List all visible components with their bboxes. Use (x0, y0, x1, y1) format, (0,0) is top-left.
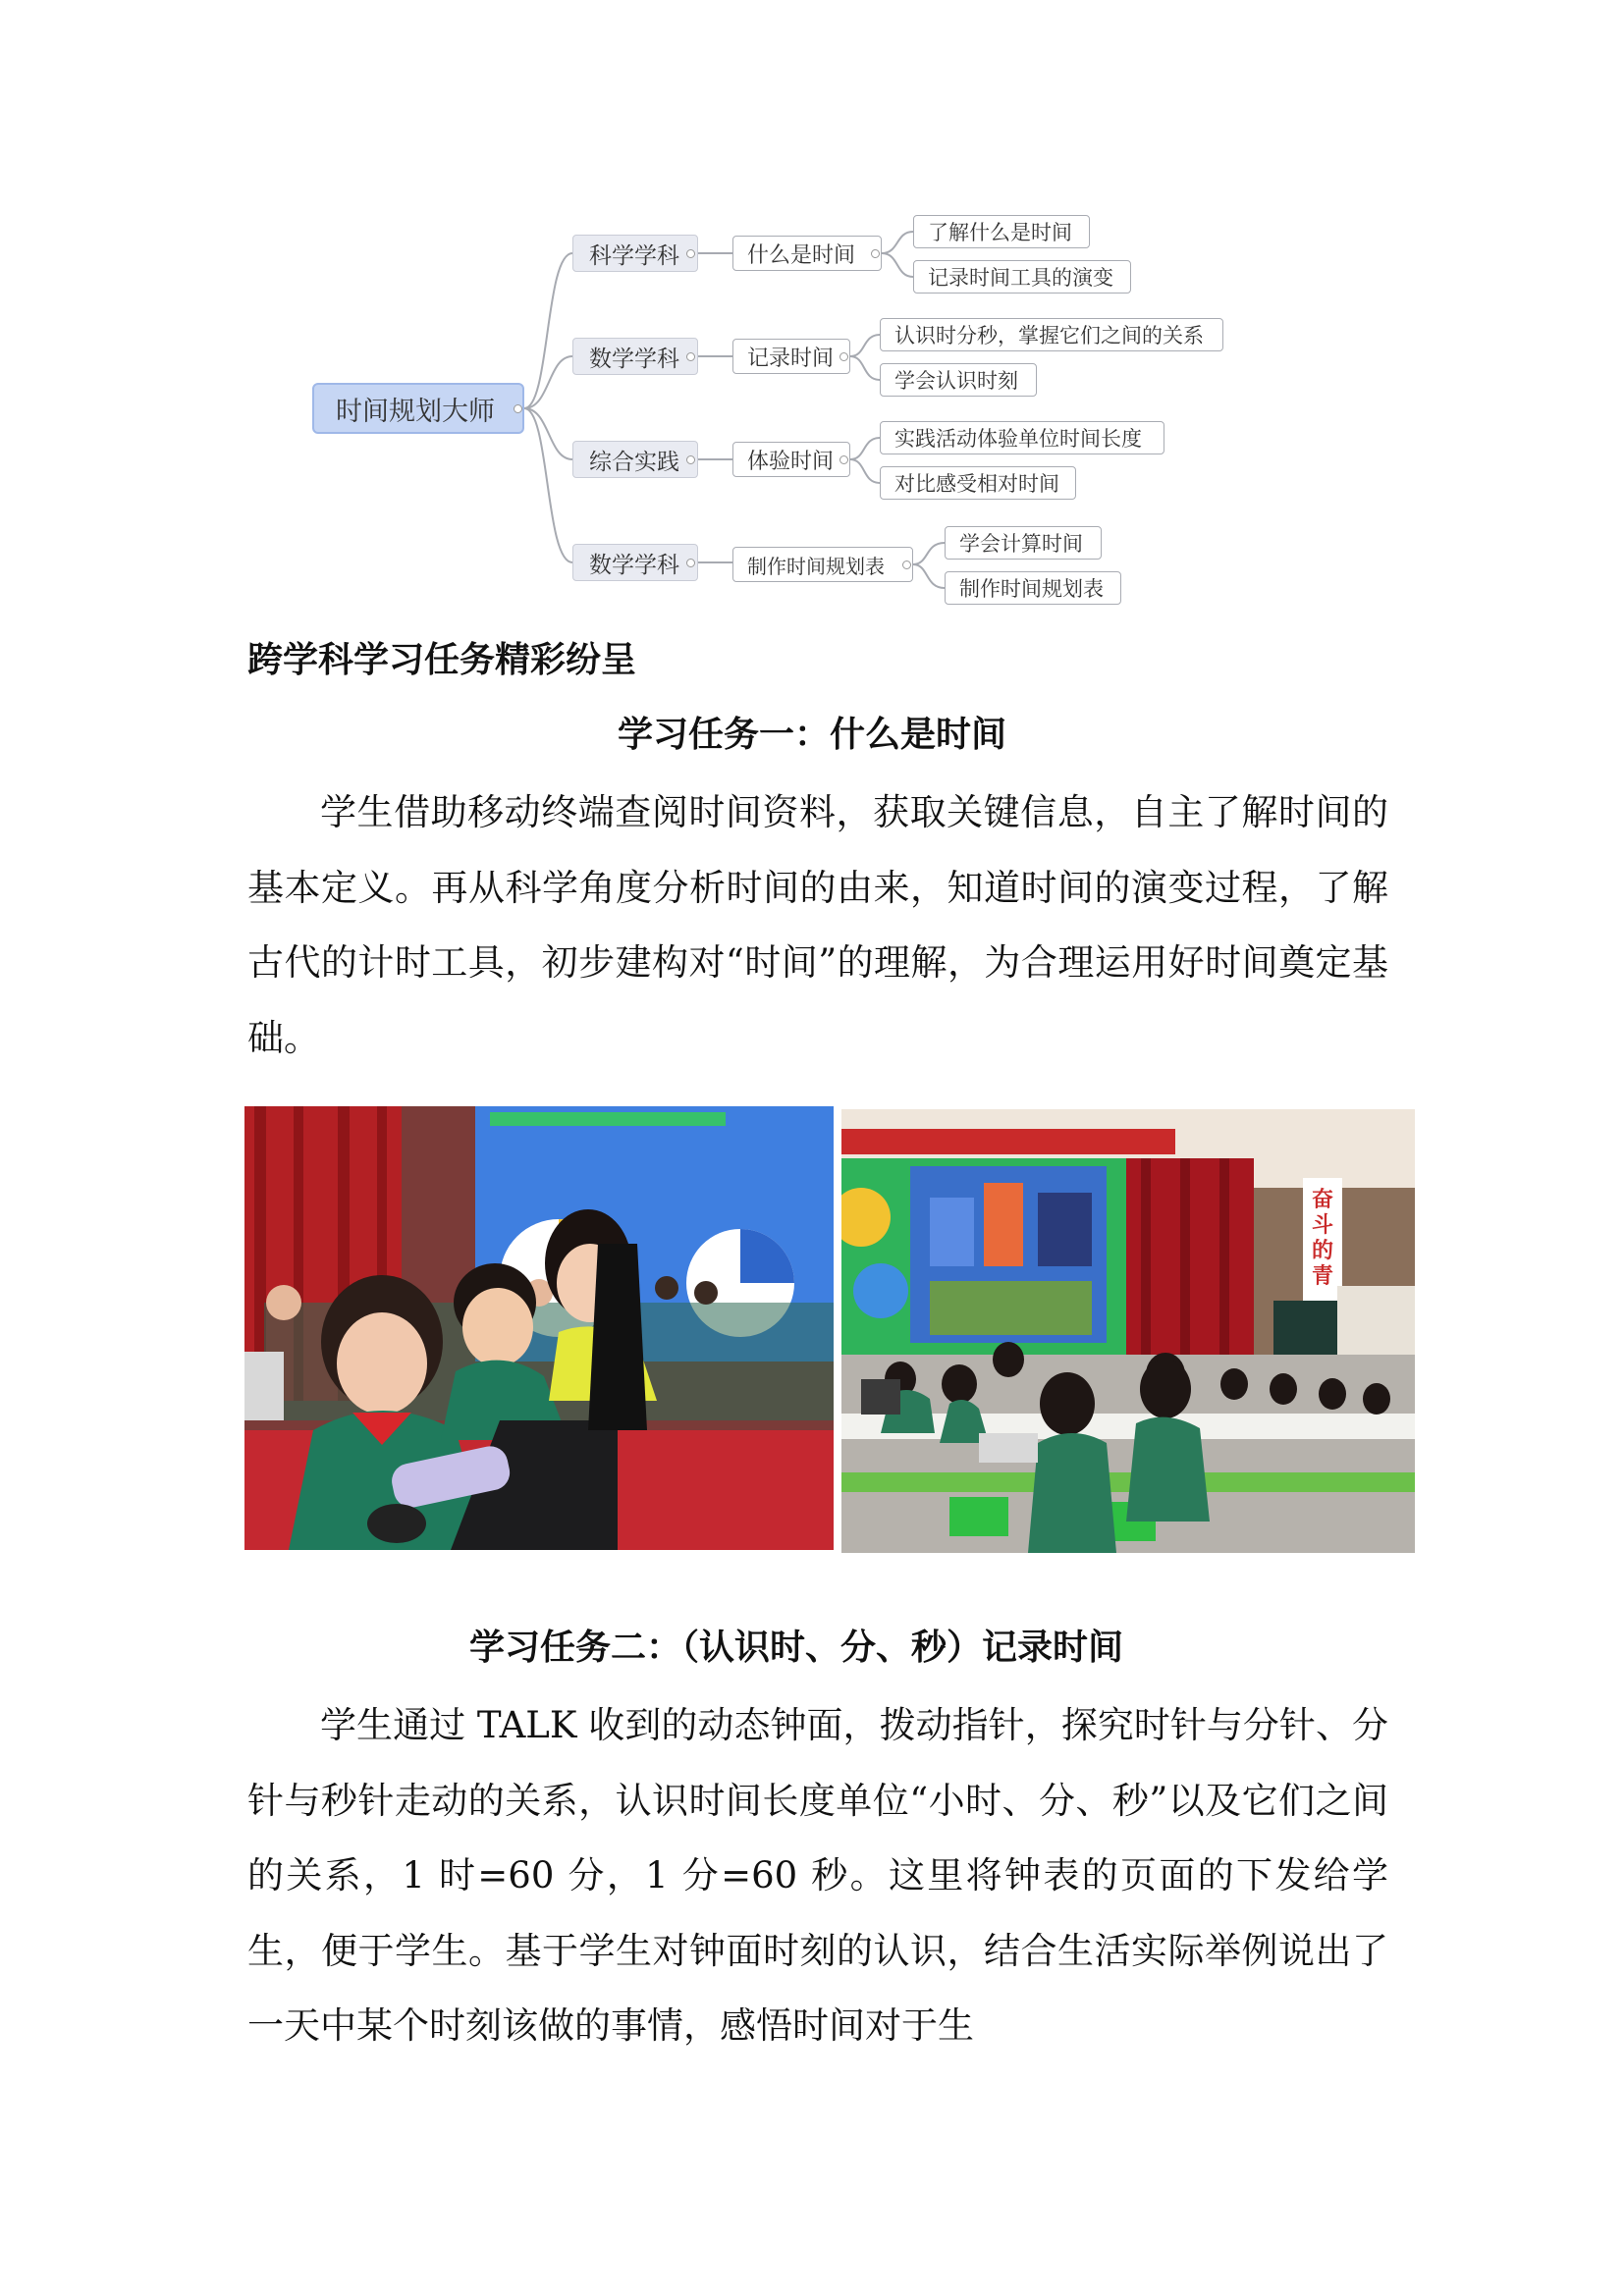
branch-1-topic: 什么是时间 (732, 236, 882, 271)
connector-topic-leaf-2a (850, 335, 880, 356)
mind-map-root (312, 383, 524, 434)
branch-4-topic: 制作时间规划表 (732, 547, 913, 582)
branch-3-subject-dot (686, 455, 695, 464)
connector-topic-leaf-1a (882, 232, 913, 253)
connector-root-branch-2 (524, 356, 572, 408)
task-2-title: 学习任务二：（认识时、分、秒）记录时间 (468, 1628, 1123, 1668)
connector-topic-leaf-4a (913, 543, 945, 564)
branch-3-topic: 体验时间 (732, 442, 850, 477)
mind-map (0, 0, 1624, 628)
task-2-body: 学生通过 TALK 收到的动态钟面，拨动指针，探究时针与分针、分针与秒针走动的关系，认识时间长度单位“小时、分、秒”以及它们之间的关系，1 时=60 分，1 分=60 秒。这里将钟表的页面的下发给学生，便于学生。基于学生对钟面时刻的认识，结合生活实际举例说出了一天中某个时刻该做的事情，感悟时间对于生 (247, 1704, 1388, 2047)
branch-4-subject: 数学学科 (572, 544, 698, 581)
branch-4-leaf-2: 制作时间规划表 (945, 571, 1121, 605)
branch-1-subject-dot (686, 249, 695, 258)
branch-2-subject-dot (686, 352, 695, 361)
task-1-body: 学生借助移动终端查阅时间资料，获取关键信息，自主了解时间的基本定义。再从科学角度分析时间的由来，知道时间的演变过程，了解古代的计时工具，初步建构对“时间”的理解，为合理运用好时间奠定基础。 (247, 791, 1388, 1059)
branch-3-leaf-1: 实践活动体验单位时间长度 (880, 421, 1164, 454)
connector-topic-leaf-2b (850, 356, 880, 380)
connector-root-branch-3 (524, 408, 572, 459)
task-1-title: 学习任务一：什么是时间 (617, 715, 1006, 755)
branch-1-leaf-1: 了解什么是时间 (913, 215, 1090, 248)
branch-2-leaf-2: 学会认识时刻 (880, 363, 1037, 397)
section-heading: 跨学科学习任务精彩纷呈 (247, 640, 637, 680)
branch-3-topic-dot (839, 455, 848, 464)
branch-2-topic: 记录时间 (732, 339, 850, 374)
connector-topic-leaf-3b (850, 459, 880, 483)
branch-1-subject: 科学学科 (572, 235, 698, 272)
branch-3-subject: 综合实践 (572, 441, 698, 478)
root-collapse-dot (514, 404, 522, 413)
photo-students-laptop (244, 1106, 834, 1550)
mind-map-root-label: 时间规划大师 (336, 396, 495, 427)
photo-classroom (841, 1109, 1415, 1553)
branch-2-topic-dot (839, 352, 848, 361)
branch-3-leaf-2: 对比感受相对时间 (880, 466, 1076, 500)
banner-text: 奋斗的青 (1311, 1188, 1333, 1289)
branch-4-subject-dot (686, 559, 695, 567)
connector-topic-leaf-1b (882, 253, 913, 277)
branch-2-leaf-1: 认识时分秒，掌握它们之间的关系 (880, 318, 1223, 351)
connector-topic-leaf-3a (850, 438, 880, 459)
mind-map-connectors (0, 0, 1624, 628)
branch-4-leaf-1: 学会计算时间 (945, 526, 1102, 560)
connector-topic-leaf-4b (913, 564, 945, 588)
branch-1-leaf-2: 记录时间工具的演变 (913, 260, 1131, 294)
branch-2-subject: 数学学科 (572, 338, 698, 375)
branch-4-topic-dot (902, 561, 911, 569)
branch-1-topic-dot (871, 249, 880, 258)
